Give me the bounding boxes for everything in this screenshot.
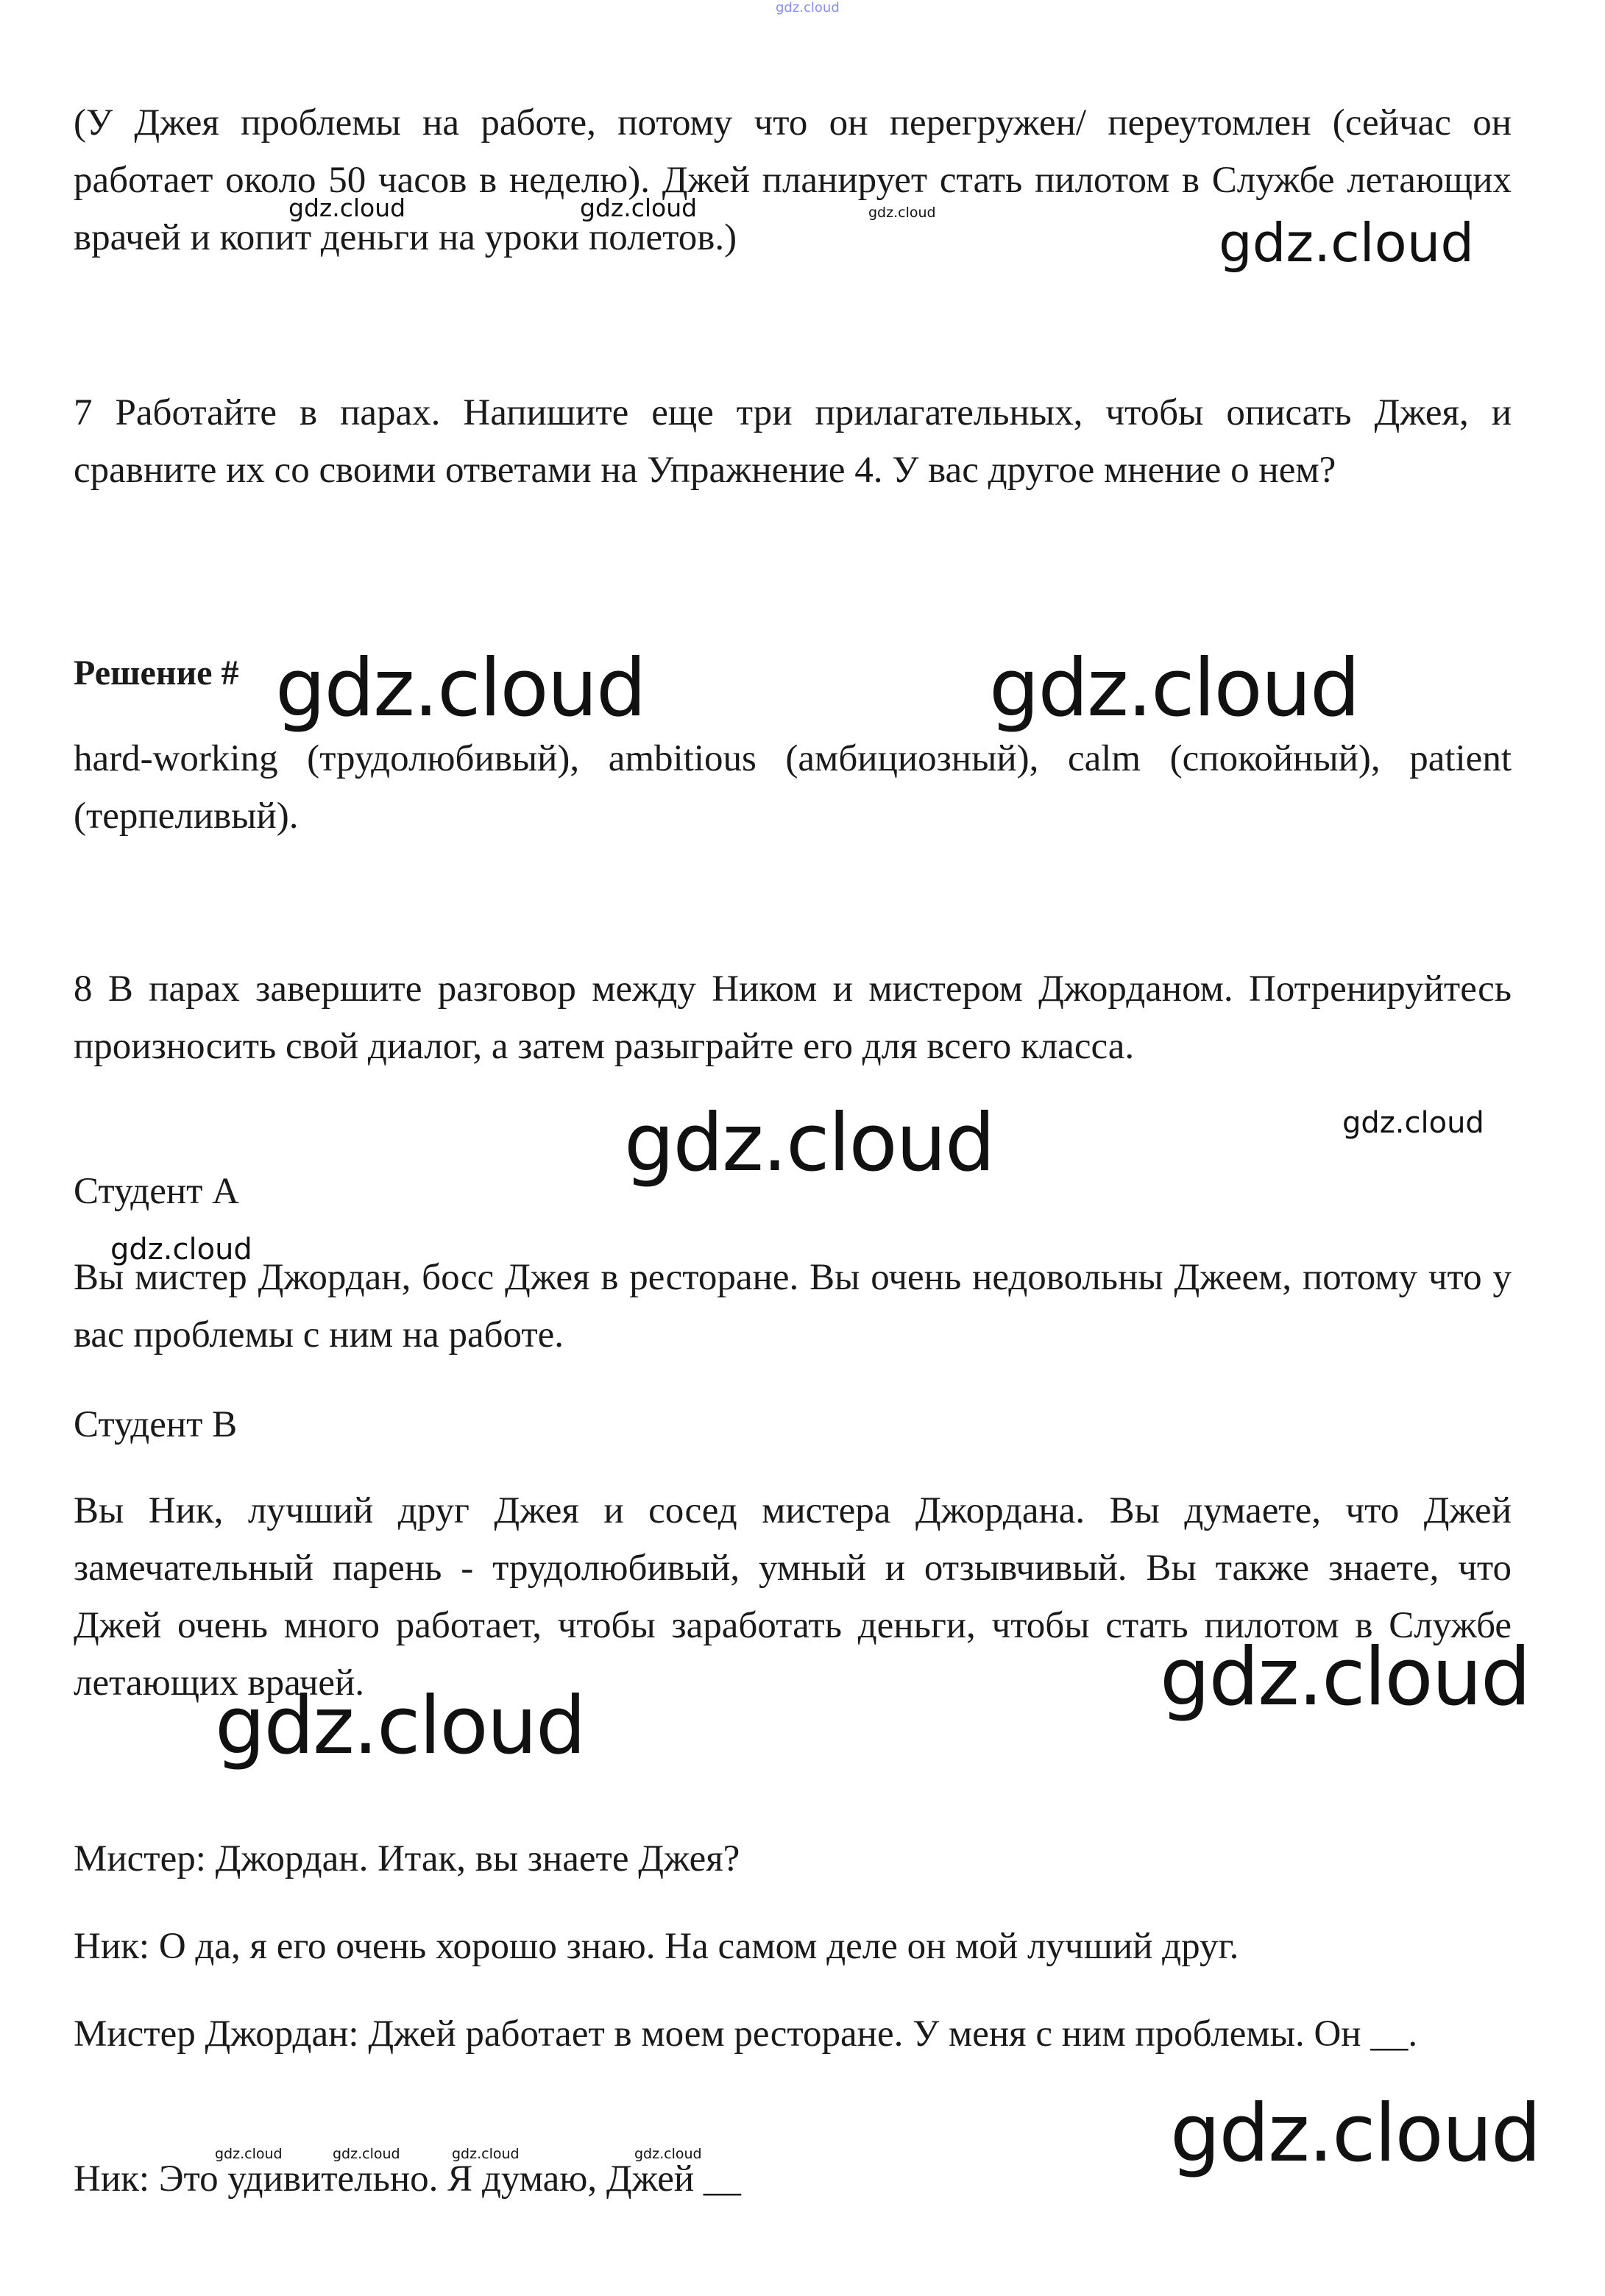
student-a-text: Вы мистер Джордан, босс Джея в ресторане. Вы очень недовольны Джеем, потому что у вас проблемы с ним на работе.: [74, 1257, 1512, 1356]
watermark: gdz.cloud: [1160, 1631, 1530, 1723]
watermark: gdz.cloud: [580, 194, 698, 222]
dialog-line-1: Мистер: Джордан. Итак, вы знаете Джея?: [74, 1838, 740, 1879]
dialog-line-3: Мистер Джордан: Джей работает в моем ресторане. У меня с ним проблемы. Он __.: [74, 2013, 1418, 2055]
watermark: gdz.cloud: [1342, 1106, 1484, 1140]
watermark: gdz.cloud: [215, 2146, 283, 2162]
watermark: gdz.cloud: [288, 194, 406, 222]
watermark: gdz.cloud: [452, 2146, 520, 2162]
watermark: gdz.cloud: [634, 2146, 702, 2162]
exercise-8: 8 В парах завершите разговор между Ником и мистером Джорданом. Потренируйтесь произносить свой диалог, а затем разыграйте его для всего класса.: [74, 968, 1512, 1067]
watermark: gdz.cloud: [776, 0, 840, 15]
student-b-label: Студент В: [74, 1404, 238, 1445]
student-b-text: Вы Ник, лучший друг Джея и сосед мистера Джордана. Вы думаете, что Джей замечательный парень - трудолюбивый, умный и отзывчивый. Вы также знаете, что Джей очень много работает, чтобы заработать деньги, чтобы стать пилотом в Службе летающих врачей.: [74, 1490, 1512, 1704]
watermark: gdz.cloud: [1219, 212, 1475, 274]
solution-label: Решение #: [74, 653, 239, 692]
watermark: gdz.cloud: [1170, 2088, 1540, 2180]
student-a-label: Студент А: [74, 1171, 239, 1212]
watermark: gdz.cloud: [868, 205, 936, 221]
paragraph-intro: (У Джея проблемы на работе, потому что он перегружен/ переутомлен (сейчас он работает около 50 часов в неделю). Джей планирует стать пилотом в Службе летающих врачей и копит деньги на уроки полетов.): [74, 102, 1512, 258]
exercise-7: 7 Работайте в парах. Напишите еще три прилагательных, чтобы описать Джея, и сравните их со своими ответами на Упражнение 4. У вас другое мнение о нем?: [74, 392, 1512, 491]
watermark: gdz.cloud: [110, 1233, 252, 1266]
watermark: gdz.cloud: [333, 2146, 400, 2162]
watermark: gdz.cloud: [989, 642, 1359, 734]
dialog-line-4: Ник: Это удивительно. Я думаю, Джей __: [74, 2158, 741, 2200]
watermark: gdz.cloud: [275, 642, 645, 734]
dialog-line-2: Ник: О да, я его очень хорошо знаю. На самом деле он мой лучший друг.: [74, 1926, 1239, 1967]
watermark: gdz.cloud: [215, 1680, 585, 1772]
watermark: gdz.cloud: [624, 1097, 994, 1189]
solution-text: hard-working (трудолюбивый), ambitious (амбициозный), calm (спокойный), patient (терпеливый).: [74, 738, 1512, 837]
